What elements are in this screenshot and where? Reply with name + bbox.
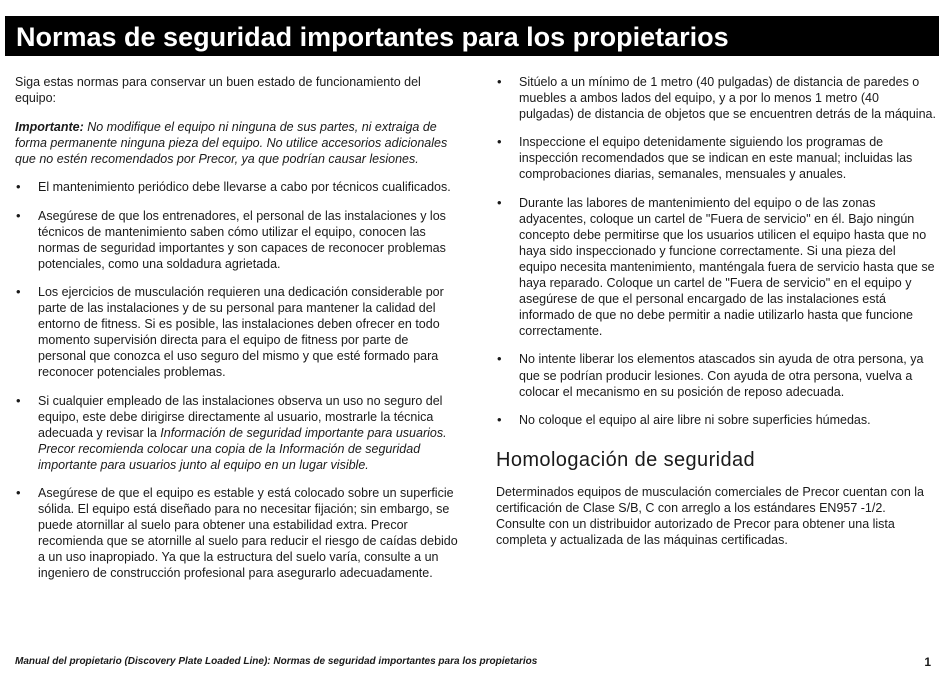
list-item-text: Si cualquier empleado de las instalaciones observa un uso no seguro del equipo, este debe dirigirse directamente al usuario, mostrarle la técnica adecuada y revisar la	[38, 393, 443, 440]
section-heading: Homologación de seguridad	[496, 448, 756, 471]
list-item: • No coloque el equipo al aire libre ni sobre superficies húmedas.	[496, 412, 936, 428]
list-item: • Durante las labores de mantenimiento del equipo o de las zonas adyacentes, coloque un cartel de "Fuera de servicio" en él. Bajo ningún concepto debe permitirse que los usuarios utilicen el equipo hasta que no haya sido inspeccionado y funcione correctamente. Si una pieza del equipo necesita mantenimiento, manténgala fuera de servicio hasta que se haya reparado. Coloque un cartel de "Fuera de servicio" en el equipo y asegúrese de que el personal encargado de las instalaciones está informado de que no debe permitir a nadie utilizarlo hasta que funcione correctamente.	[496, 195, 936, 340]
page-number: 1	[924, 655, 931, 669]
list-item: • Sitúelo a un mínimo de 1 metro (40 pulgadas) de distancia de paredes o muebles a ambos lados del equipo, y a por lo menos 1 metro (40 pulgadas) de distancia de objetos que se encuentren detrás de la máquina.	[496, 74, 936, 122]
list-item: • Los ejercicios de musculación requieren una dedicación considerable por parte de las instalaciones y de su personal para mantener la calidad del entorno de fitness. Si es posible, las instalaciones deben ofrecer en todo momento supervisión directa para el equipo de fitness por parte de personal que conozca el uso seguro del mismo y que esté formado para reconocer potenciales problemas.	[15, 284, 458, 381]
header-bar	[5, 16, 939, 56]
list-item: • El mantenimiento periódico debe llevarse a cabo por técnicos cualificados.	[15, 179, 458, 195]
footer-text: Manual del propietario (Discovery Plate Loaded Line): Normas de seguridad importantes para los propietarios	[15, 656, 538, 667]
right-bullet-list	[496, 74, 936, 428]
section-paragraph: Determinados equipos de musculación comerciales de Precor cuentan con la certificación de Clase S/B, C con arreglo a los estándares EN957 -1/2. Consulte con un distribuidor autorizado de Precor para obtener una lista completa y actualizada de las máquinas certificadas.	[496, 484, 925, 548]
left-column	[15, 74, 458, 594]
intro-paragraph: Siga estas normas para conservar un buen estado de funcionamiento del equipo:	[15, 75, 421, 106]
list-item: • No intente liberar los elementos atascados sin ayuda de otra persona, ya que se podrían producir lesiones. Con ayuda de otra persona, vuelva a colocar el mecanismo en su posición de reposo adecuada.	[496, 351, 936, 399]
list-item	[15, 393, 458, 473]
list-item: • Asegúrese de que los entrenadores, el personal de las instalaciones y los técnicos de mantenimiento saben cómo utilizar el equipo, conocen las normas de seguridad importantes y son capaces de reconocer problemas potenciales, como una soldadura agrietada.	[15, 208, 458, 272]
list-item-italic-text: Información de seguridad importante para usuarios. Precor recomienda colocar una copia de la Información de seguridad importante para usuarios junto al equipo en un lugar visible.	[38, 425, 447, 472]
important-label: Importante:	[15, 120, 84, 135]
list-item: • Asegúrese de que el equipo es estable y está colocado sobre un superficie sólida. El equipo está diseñado para no necesitar fijación; sin embargo, se puede atornillar al suelo para obtener una estabilidad extra. Precor recomienda que se atornille al suelo para reducir el riesgo de caídas debido a un uso inapropiado. Ya que la estructura del suelo varía, consulte a un ingeniero de construcción profesional para asegurarlo adecuadamente.	[15, 485, 458, 582]
list-item: • Inspeccione el equipo detenidamente siguiendo los programas de inspección recomendados que se indican en este manual; incluidas las comprobaciones diarias, semanales, mensuales y anuales.	[496, 134, 936, 182]
left-bullet-list	[15, 179, 458, 581]
important-text: No modifique el equipo ni ninguna de sus partes, ni extraiga de forma permanente ninguna pieza del equipo. No utilice accesorios adicionales que no estén recomendados por Precor, ya que podrían causar lesiones.	[15, 120, 448, 167]
page-title: Normas de seguridad importantes para los propietarios	[16, 22, 729, 52]
important-notice	[15, 119, 458, 167]
right-column	[496, 74, 936, 548]
